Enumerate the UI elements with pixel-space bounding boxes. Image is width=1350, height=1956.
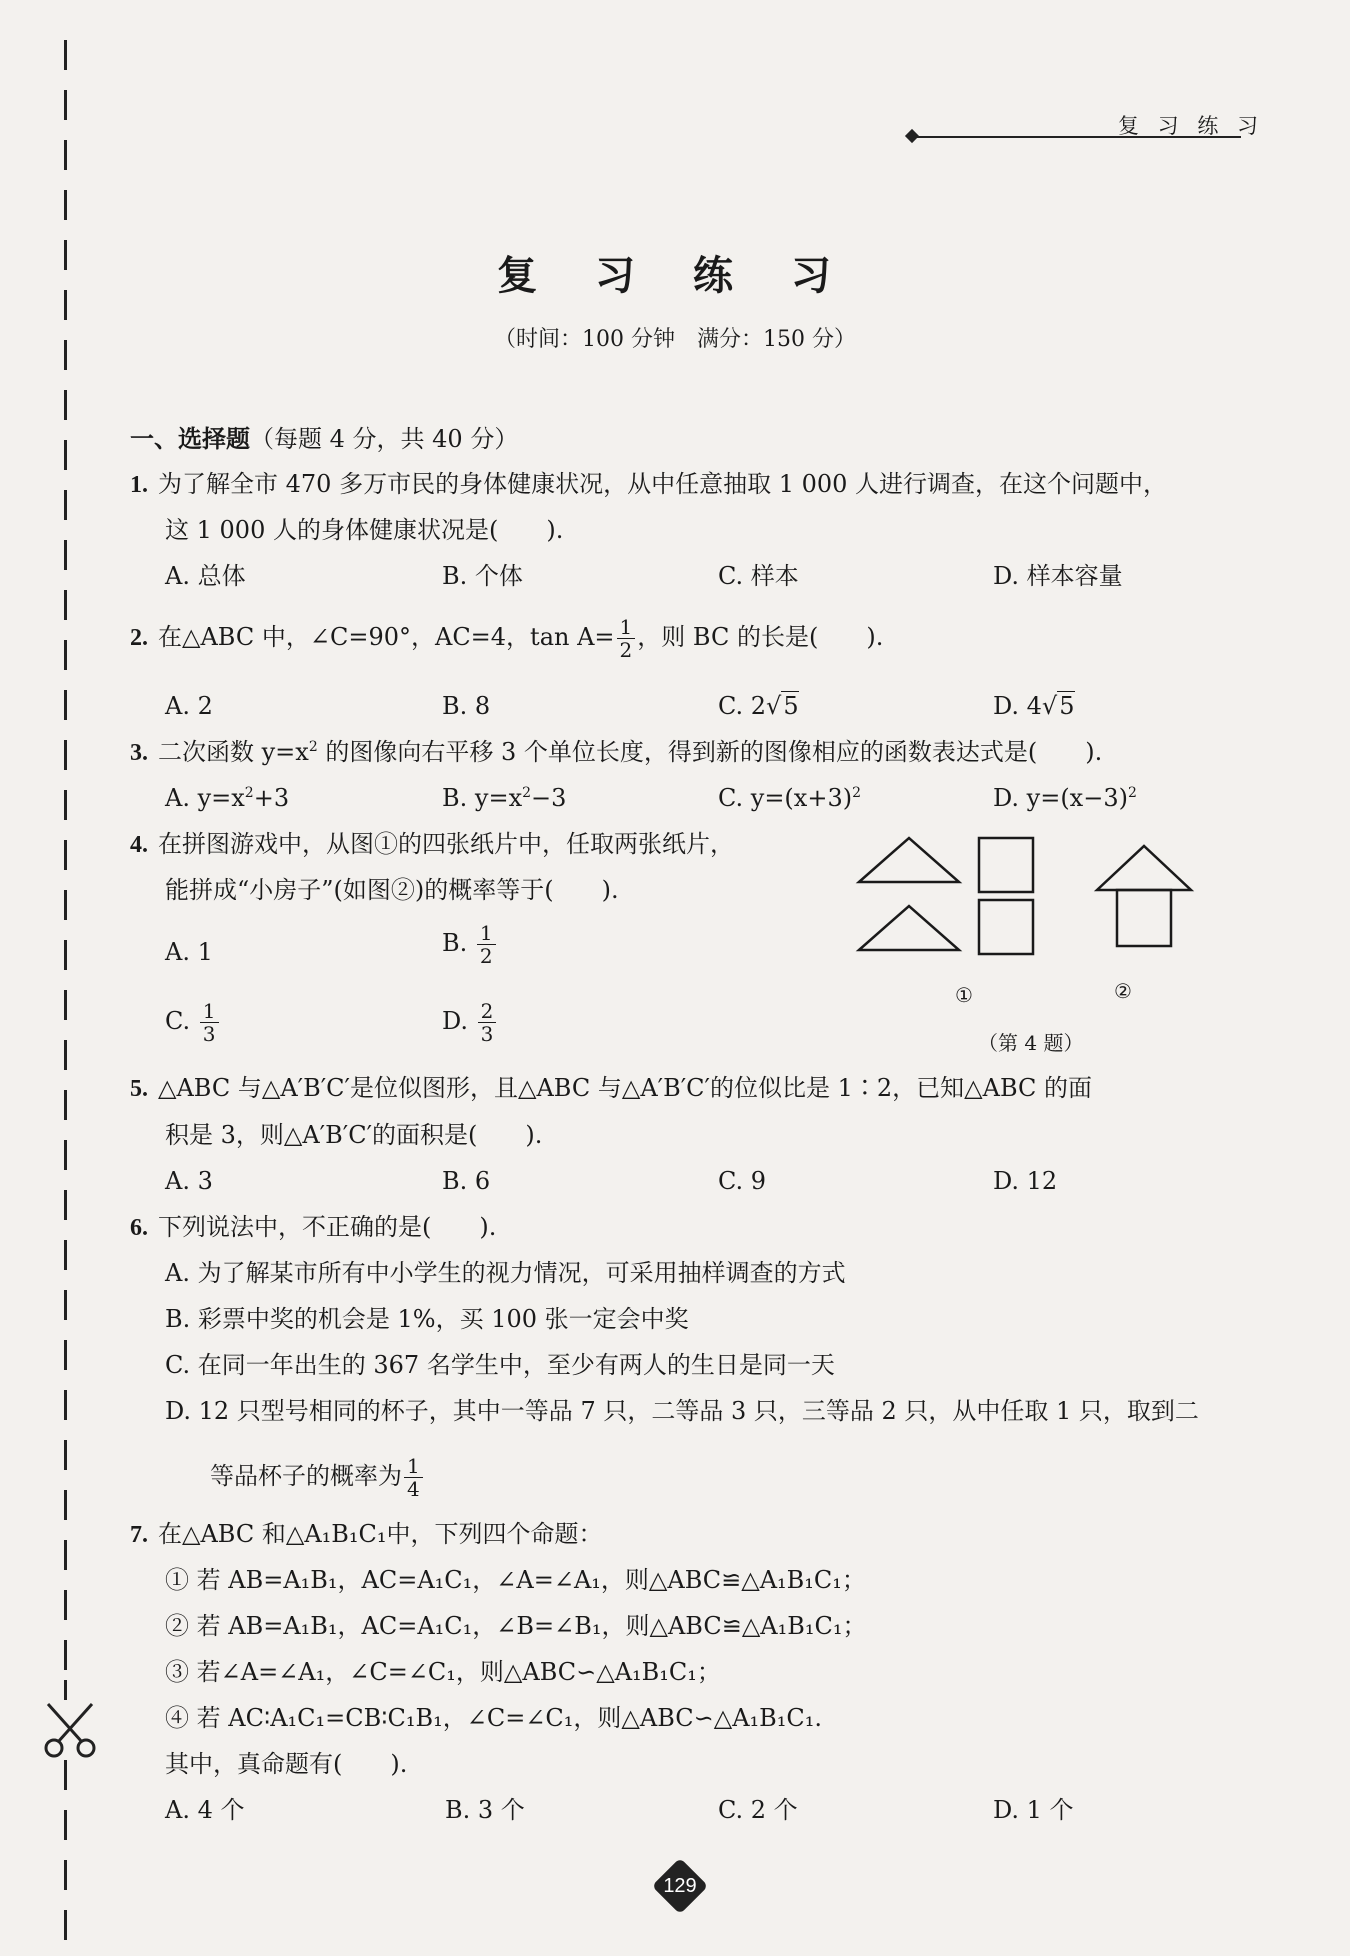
q1-option-b: B. 个体 bbox=[442, 562, 523, 590]
q3-optb-a: B. y=x bbox=[442, 784, 523, 812]
section-heading bbox=[130, 423, 518, 455]
q4-option-a: A. 1 bbox=[165, 938, 213, 966]
q6-option-b: B. 彩票中奖的机会是 1%，买 100 张一定会中奖 bbox=[165, 1305, 689, 1333]
q4-figure bbox=[855, 830, 1195, 970]
question-6 bbox=[130, 1211, 496, 1244]
q7-ask: 其中，真命题有( ). bbox=[165, 1750, 408, 1778]
question-number: 1. bbox=[130, 472, 148, 498]
page-number-badge bbox=[652, 1858, 708, 1914]
q7-proposition-1: ① 若 AB=A₁B₁，AC=A₁C₁，∠A=∠A₁，则△ABC≌△A₁B₁C₁； bbox=[165, 1566, 866, 1594]
q2-option-d: D. 4√5 bbox=[993, 692, 1075, 720]
q3-option-d bbox=[993, 782, 1137, 814]
question-number: 5. bbox=[130, 1076, 148, 1102]
page-number: 129 bbox=[663, 1875, 697, 1897]
q2-optd-coef: D. 4 bbox=[993, 692, 1042, 720]
question-2 bbox=[130, 616, 883, 661]
q7-option-d: D. 1 个 bbox=[993, 1796, 1074, 1824]
house-body bbox=[1117, 890, 1171, 946]
q4-option-d bbox=[442, 1000, 498, 1045]
question-number: 6. bbox=[130, 1215, 148, 1241]
fraction-denominator: 2 bbox=[619, 638, 633, 662]
q7-option-c: C. 2 个 bbox=[718, 1796, 798, 1824]
q1-option-a: A. 总体 bbox=[165, 562, 246, 590]
q2-fraction bbox=[617, 616, 636, 661]
q5-option-b: B. 6 bbox=[442, 1167, 491, 1195]
triangle-piece-bottom bbox=[859, 906, 959, 950]
q3-text-a: 二次函数 y=x bbox=[158, 738, 309, 766]
fraction-denominator: 3 bbox=[202, 1022, 216, 1046]
q5-option-d: D. 12 bbox=[993, 1167, 1058, 1195]
fraction-denominator: 2 bbox=[479, 944, 493, 968]
q2-optc-coef: C. 2 bbox=[718, 692, 767, 720]
q6-optd-fraction bbox=[404, 1455, 423, 1500]
fraction-denominator: 3 bbox=[480, 1022, 494, 1046]
q3-optb-sup: 2 bbox=[522, 785, 532, 801]
q5-option-a: A. 3 bbox=[165, 1167, 213, 1195]
q3-opta-a: A. y=x bbox=[165, 784, 245, 812]
square-piece-bottom bbox=[979, 900, 1033, 954]
q3-option-c bbox=[718, 782, 861, 814]
scissors-icon bbox=[40, 1700, 100, 1760]
q3-text-b: 的图像向右平移 3 个单位长度，得到新的图像相应的函数表达式是( ). bbox=[317, 738, 1103, 766]
q3-option-a bbox=[165, 782, 289, 814]
q7-proposition-3: ③ 若∠A=∠A₁，∠C=∠C₁，则△ABC∽△A₁B₁C₁； bbox=[165, 1658, 721, 1686]
q3-optb-b: −3 bbox=[531, 784, 567, 812]
triangle-piece-top bbox=[859, 838, 959, 882]
fraction-numerator: 1 bbox=[404, 1455, 423, 1478]
q2-text-b: ，则 BC 的长是( ). bbox=[637, 623, 884, 651]
house-roof bbox=[1097, 846, 1191, 890]
fraction-numerator: 2 bbox=[478, 1000, 497, 1023]
figure-caption: （第 4 题） bbox=[978, 1031, 1084, 1055]
q3-optc-sup: 2 bbox=[852, 785, 861, 801]
question-number: 7. bbox=[130, 1522, 148, 1548]
question-3 bbox=[130, 736, 1102, 769]
running-header: 复 习 练 习 bbox=[1118, 114, 1265, 138]
question-number: 2. bbox=[130, 625, 148, 651]
q3-optd-a: D. y=(x−3) bbox=[993, 784, 1128, 812]
q3-option-b bbox=[442, 782, 566, 814]
question-4 bbox=[130, 828, 734, 861]
q7-proposition-2: ② 若 AB=A₁B₁，AC=A₁C₁，∠B=∠B₁，则△ABC≌△A₁B₁C₁； bbox=[165, 1612, 867, 1640]
fraction-numerator: 1 bbox=[477, 922, 496, 945]
q1-line2: 这 1 000 人的身体健康状况是( ). bbox=[165, 516, 564, 544]
square-piece-top bbox=[979, 838, 1033, 892]
q2-text-a: 在△ABC 中，∠C=90°，AC=4，tan A= bbox=[158, 623, 615, 651]
q5-line2: 积是 3，则△A′B′C′的面积是( ). bbox=[165, 1121, 543, 1149]
figure-1-label: ① bbox=[955, 983, 973, 1007]
question-number: 4. bbox=[130, 832, 148, 858]
q5-option-c: C. 9 bbox=[718, 1167, 767, 1195]
q3-optd-sup: 2 bbox=[1127, 785, 1137, 801]
q3-optc-a: C. y=(x+3) bbox=[718, 784, 853, 812]
q4-optb-fraction bbox=[477, 922, 496, 967]
q6-optd-text: 等品杯子的概率为 bbox=[210, 1462, 402, 1490]
q2-option-c: C. 2√5 bbox=[718, 692, 799, 720]
q6-stem: 下列说法中，不正确的是( ). bbox=[158, 1213, 497, 1241]
section-label: 一、选择题 bbox=[130, 424, 250, 453]
q4-optd-fraction bbox=[478, 1000, 497, 1045]
fraction-denominator: 4 bbox=[407, 1477, 420, 1501]
q4-line1: 在拼图游戏中，从图①的四张纸片中，任取两张纸片， bbox=[158, 830, 734, 858]
question-1 bbox=[130, 468, 1167, 501]
question-number: 3. bbox=[130, 740, 148, 766]
q2-option-b: B. 8 bbox=[442, 692, 491, 720]
page-subtitle: （时间：100 分钟 满分：150 分） bbox=[494, 327, 856, 352]
q3-opta-sup: 2 bbox=[244, 785, 254, 801]
fraction-numerator: 1 bbox=[617, 616, 636, 639]
q5-line1: △ABC 与△A′B′C′是位似图形，且△ABC 与△A′B′C′的位似比是 1∶2，已知△ABC 的面 bbox=[158, 1074, 1093, 1102]
q1-option-d: D. 样本容量 bbox=[993, 562, 1123, 590]
q4-optb-label: B. bbox=[442, 929, 468, 957]
q7-proposition-4: ④ 若 AC∶A₁C₁=CB∶C₁B₁，∠C=∠C₁，则△ABC∽△A₁B₁C₁. bbox=[165, 1704, 823, 1732]
q7-stem: 在△ABC 和△A₁B₁C₁中，下列四个命题： bbox=[158, 1520, 603, 1548]
q6-option-d-line1: D. 12 只型号相同的杯子，其中一等品 7 只，二等品 3 只，三等品 2 只，从中任取 1 只，取到二 bbox=[165, 1397, 1199, 1425]
q3-sup: 2 bbox=[308, 739, 318, 755]
q4-optd-label: D. bbox=[442, 1007, 469, 1035]
q4-optc-fraction bbox=[200, 1000, 219, 1045]
q4-option-b bbox=[442, 922, 498, 967]
q7-option-b: B. 3 个 bbox=[445, 1796, 525, 1824]
page-title: 复 习 练 习 bbox=[497, 252, 853, 299]
fraction-numerator: 1 bbox=[200, 1000, 219, 1023]
q2-option-a: A. 2 bbox=[165, 692, 213, 720]
q3-opta-b: +3 bbox=[253, 784, 290, 812]
q6-option-c: C. 在同一年出生的 367 名学生中，至少有两人的生日是同一天 bbox=[165, 1351, 835, 1379]
q2-optd-radicand: 5 bbox=[1059, 692, 1075, 720]
q6-option-d-line2 bbox=[210, 1455, 425, 1500]
q1-option-c: C. 样本 bbox=[718, 562, 799, 590]
q2-optc-radicand: 5 bbox=[783, 692, 799, 720]
question-7 bbox=[130, 1518, 603, 1551]
question-5 bbox=[130, 1072, 1092, 1105]
section-note: （每题 4 分，共 40 分） bbox=[250, 425, 519, 453]
q4-optc-label: C. bbox=[165, 1007, 191, 1035]
figure-2-label: ② bbox=[1114, 979, 1132, 1003]
q6-option-a: A. 为了解某市所有中小学生的视力情况，可采用抽样调查的方式 bbox=[165, 1259, 846, 1287]
q7-option-a: A. 4 个 bbox=[165, 1796, 245, 1824]
q1-line1: 为了解全市 470 多万市民的身体健康状况，从中任意抽取 1 000 人进行调查，在这个问题中， bbox=[158, 470, 1168, 498]
q4-option-c bbox=[165, 1000, 221, 1045]
q4-line2: 能拼成“小房子”(如图②)的概率等于( ). bbox=[165, 876, 619, 904]
